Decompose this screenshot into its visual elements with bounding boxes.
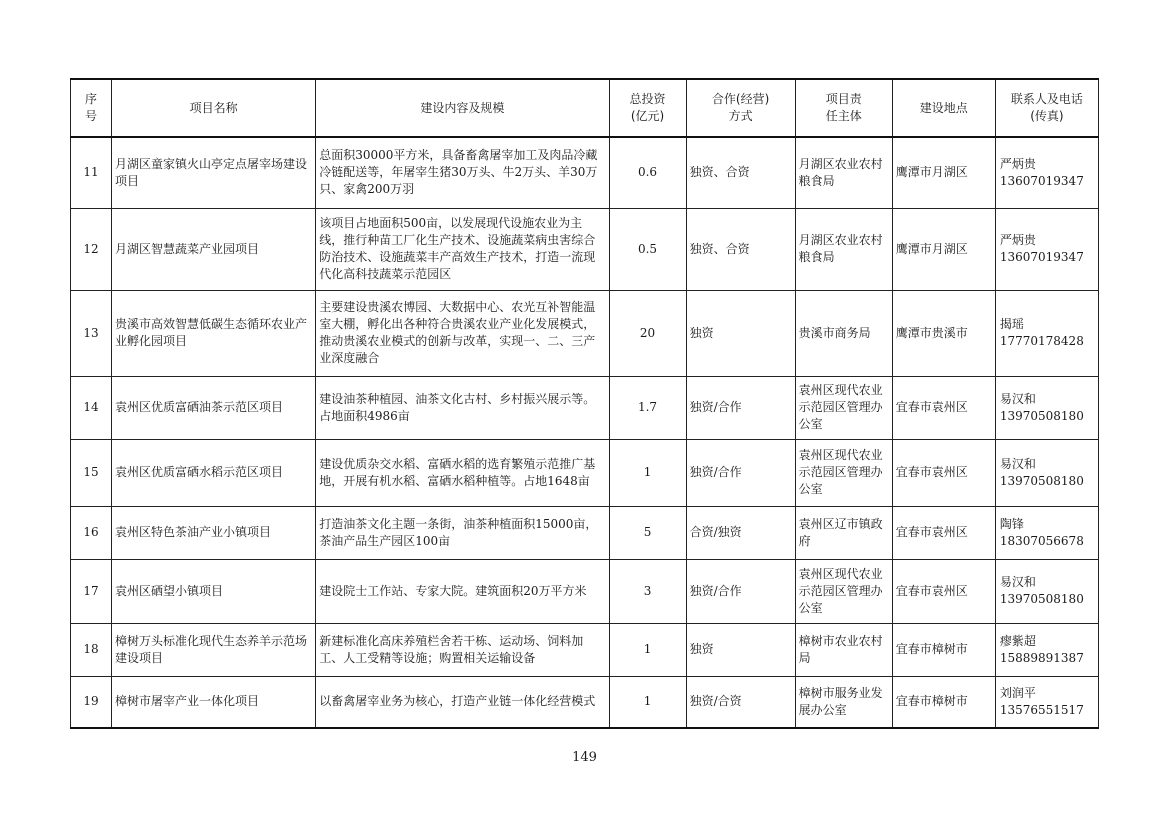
cell-investment: 3 [609, 559, 686, 623]
table-header [71, 79, 1099, 137]
contact-name: 严炳贵 [999, 233, 1036, 247]
cell-owner: 月湖区农业农村粮食局 [795, 137, 892, 208]
cell-name: 贵溪市高效智慧低碳生态循环农业产业孵化园项目 [112, 290, 316, 376]
cell-location: 鹰潭市贵溪市 [892, 290, 995, 376]
cell-investment: 20 [609, 290, 686, 376]
cell-index: 11 [71, 137, 112, 208]
cell-mode: 独资/合作 [686, 376, 795, 439]
cell-owner: 樟树市服务业发展办公室 [795, 676, 892, 728]
cell-investment: 0.6 [609, 137, 686, 208]
header-name: 项目名称 [112, 79, 316, 137]
contact-name: 揭瑶 [999, 317, 1024, 331]
cell-contact [995, 376, 1098, 439]
cell-mode: 合资/独资 [686, 506, 795, 559]
cell-owner: 樟树市农业农村局 [795, 623, 892, 676]
cell-index: 19 [71, 676, 112, 728]
cell-content: 建设院士工作站、专家大院。建筑面积20万平方米 [316, 559, 609, 623]
contact-name: 易汉和 [999, 575, 1036, 589]
contact-name: 易汉和 [999, 391, 1036, 406]
cell-content: 建设优质杂交水稻、富硒水稻的选育繁殖示范推广基地，开展有机水稻、富硒水稻种植等。占地1648亩 [316, 439, 609, 506]
cell-location: 鹰潭市月湖区 [892, 208, 995, 290]
table-row [71, 290, 1099, 376]
cell-owner: 袁州区现代农业示范园区管理办公室 [795, 559, 892, 623]
contact-phone: 13970508180 [999, 473, 1084, 488]
header-content: 建设内容及规模 [316, 79, 609, 137]
table-row [71, 208, 1099, 290]
project-table [70, 78, 1099, 729]
cell-index: 12 [71, 208, 112, 290]
contact-name: 瘳紫超 [999, 633, 1036, 648]
contact-name: 严炳贵 [999, 156, 1036, 171]
table-row [71, 559, 1099, 623]
contact-phone: 17770178428 [999, 334, 1084, 348]
cell-contact [995, 506, 1098, 559]
contact-name: 陶锋 [999, 516, 1024, 531]
cell-name: 樟树市屠宰产业一体化项目 [112, 676, 316, 728]
table-row [71, 506, 1099, 559]
cell-contact [995, 290, 1098, 376]
cell-contact [995, 623, 1098, 676]
cell-mode: 独资 [686, 290, 795, 376]
cell-content: 打造油茶文化主题一条街，油茶种植面积15000亩，茶油产品生产园区100亩 [316, 506, 609, 559]
contact-phone: 13576551517 [999, 702, 1084, 717]
cell-contact [995, 559, 1098, 623]
cell-name: 袁州区特色茶油产业小镇项目 [112, 506, 316, 559]
cell-name: 袁州区优质富硒油茶示范区项目 [112, 376, 316, 439]
cell-index: 15 [71, 439, 112, 506]
cell-index: 13 [71, 290, 112, 376]
contact-phone: 13970508180 [999, 408, 1084, 423]
cell-name: 月湖区智慧蔬菜产业园项目 [112, 208, 316, 290]
cell-investment: 1.7 [609, 376, 686, 439]
cell-location: 宜春市袁州区 [892, 559, 995, 623]
cell-mode: 独资/合作 [686, 559, 795, 623]
cell-mode: 独资 [686, 623, 795, 676]
cell-index: 16 [71, 506, 112, 559]
cell-index: 14 [71, 376, 112, 439]
header-location: 建设地点 [892, 79, 995, 137]
header-mode: 合作(经营) 方式 [686, 79, 795, 137]
table-row [71, 439, 1099, 506]
table-row [71, 376, 1099, 439]
cell-name: 月湖区童家镇火山亭定点屠宰场建设项目 [112, 137, 316, 208]
contact-phone: 15889891387 [999, 650, 1084, 665]
header-index: 序 号 [71, 79, 112, 137]
header-contact: 联系人及电话 (传真) [995, 79, 1098, 137]
cell-investment: 0.5 [609, 208, 686, 290]
cell-location: 鹰潭市月湖区 [892, 137, 995, 208]
table-row [71, 623, 1099, 676]
cell-contact [995, 439, 1098, 506]
cell-location: 宜春市樟树市 [892, 623, 995, 676]
cell-content: 新建标准化高床养殖栏舍若干栋、运动场、饲料加工、人工受精等设施；购置相关运输设备 [316, 623, 609, 676]
cell-mode: 独资/合作 [686, 439, 795, 506]
contact-name: 刘润平 [999, 685, 1036, 700]
cell-owner: 月湖区农业农村粮食局 [795, 208, 892, 290]
cell-contact [995, 137, 1098, 208]
table-row [71, 676, 1099, 728]
cell-investment: 5 [609, 506, 686, 559]
cell-mode: 独资/合资 [686, 676, 795, 728]
header-investment: 总投资 (亿元) [609, 79, 686, 137]
cell-content: 该项目占地面积500亩，以发展现代设施农业为主线，推行种苗工厂化生产技术、设施蔬菜病虫害综合防治技术、设施蔬菜丰产高效生产技术，打造一流现代化高科技蔬菜示范园区 [316, 208, 609, 290]
cell-investment: 1 [609, 676, 686, 728]
cell-name: 袁州区硒望小镇项目 [112, 559, 316, 623]
cell-location: 宜春市袁州区 [892, 376, 995, 439]
cell-investment: 1 [609, 623, 686, 676]
cell-owner: 袁州区现代农业示范园区管理办公室 [795, 376, 892, 439]
cell-owner: 袁州区辽市镇政府 [795, 506, 892, 559]
contact-name: 易汉和 [999, 456, 1036, 471]
contact-phone: 18307056678 [999, 533, 1084, 548]
cell-contact [995, 676, 1098, 728]
cell-mode: 独资、合资 [686, 137, 795, 208]
cell-content: 总面积30000平方米，具备畜禽屠宰加工及肉品冷藏冷链配送等，年屠宰生猪30万头、牛2万头、羊30万只、家禽200万羽 [316, 137, 609, 208]
cell-owner: 袁州区现代农业示范园区管理办公室 [795, 439, 892, 506]
cell-name: 樟树万头标准化现代生态养羊示范场建设项目 [112, 623, 316, 676]
cell-owner: 贵溪市商务局 [795, 290, 892, 376]
contact-phone: 13607019347 [999, 173, 1084, 188]
table-row [71, 137, 1099, 208]
page-number: 149 [572, 750, 597, 765]
cell-location: 宜春市袁州区 [892, 506, 995, 559]
cell-contact [995, 208, 1098, 290]
cell-location: 宜春市樟树市 [892, 676, 995, 728]
cell-content: 建设油茶种植园、油茶文化古村、乡村振兴展示等。占地面积4986亩 [316, 376, 609, 439]
contact-phone: 13970508180 [999, 592, 1084, 606]
cell-index: 18 [71, 623, 112, 676]
table-body [71, 137, 1099, 728]
cell-investment: 1 [609, 439, 686, 506]
cell-location: 宜春市袁州区 [892, 439, 995, 506]
cell-name: 袁州区优质富硒水稻示范区项目 [112, 439, 316, 506]
contact-phone: 13607019347 [999, 250, 1084, 264]
cell-index: 17 [71, 559, 112, 623]
cell-content: 以畜禽屠宰业务为核心，打造产业链一体化经营模式 [316, 676, 609, 728]
cell-mode: 独资、合资 [686, 208, 795, 290]
header-owner: 项目责 任主体 [795, 79, 892, 137]
cell-content: 主要建设贵溪农博园、大数据中心、农光互补智能温室大棚，孵化出各种符合贵溪农业产业化发展模式，推动贵溪农业模式的创新与改革，实现一、二、三产业深度融合 [316, 290, 609, 376]
